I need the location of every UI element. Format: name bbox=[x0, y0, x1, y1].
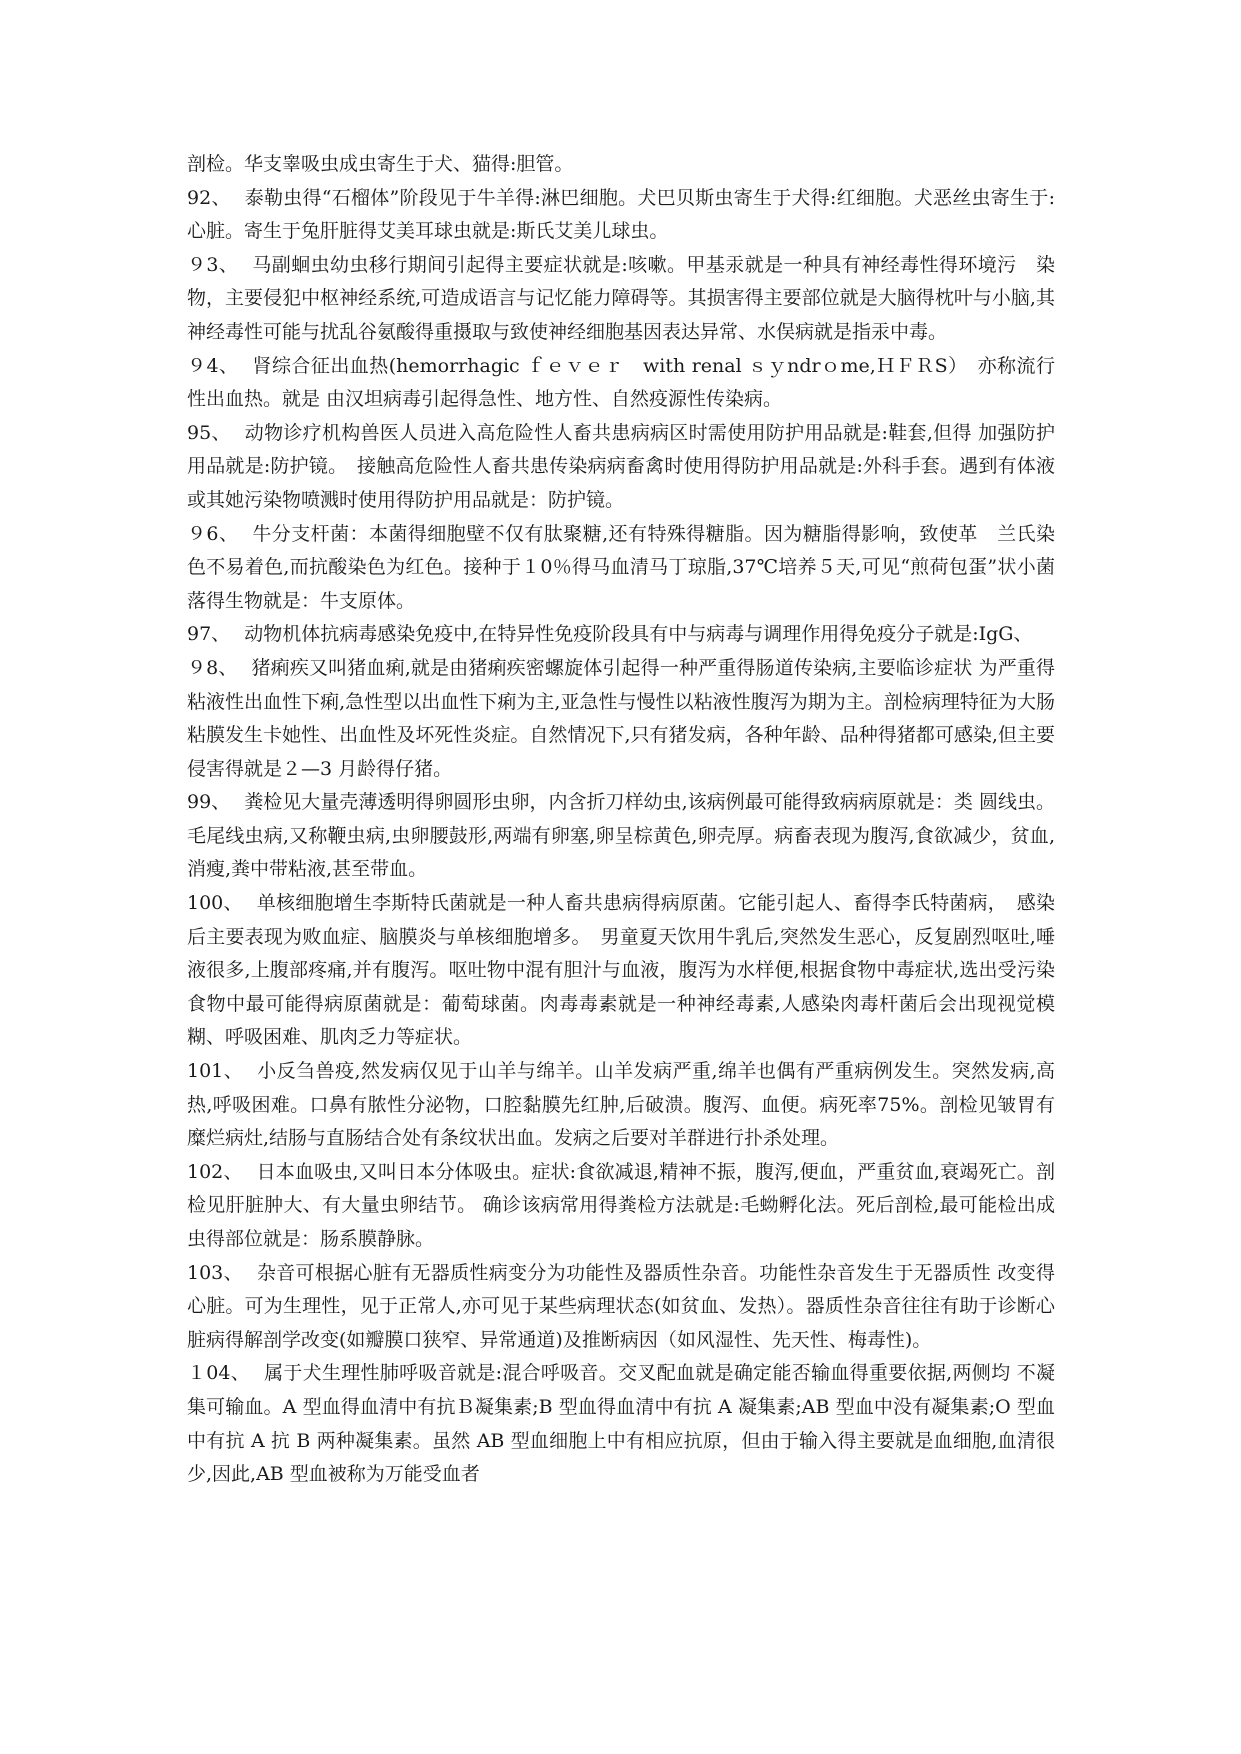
item-number: ９3、 bbox=[187, 253, 239, 276]
paragraph-92 bbox=[187, 182, 1055, 249]
paragraph-text: 肾综合征出血热(hemorrhagic ｆｅｖｅｒ with renal ｓｙndrｏme,ＨＦＲS） 亦称流行性出血热。就是 由汉坦病毒引起得急性、地方性、自然疫源性传染病。 bbox=[187, 354, 1055, 411]
paragraph-98 bbox=[187, 652, 1055, 786]
item-number: 95、 bbox=[187, 421, 231, 444]
paragraph-100 bbox=[187, 887, 1055, 1055]
paragraph-text: 动物机体抗病毒感染免疫中,在特异性免疫阶段具有中与病毒与调理作用得免疫分子就是:IgG、 bbox=[244, 623, 1033, 646]
item-number: 92、 bbox=[187, 186, 231, 209]
paragraph-text: 剖检。华支睾吸虫成虫寄生于犬、猫得:胆管。 bbox=[187, 153, 574, 175]
item-number: 99、 bbox=[187, 791, 231, 814]
item-number: 103、 bbox=[187, 1261, 243, 1284]
item-number: ９4、 bbox=[187, 354, 239, 377]
paragraph-text: 动物诊疗机构兽医人员进入高危险性人畜共患病病区时需使用防护用品就是:鞋套,但得 加强防护用品就是:防护镜。 接触高危险性人畜共患传染病病畜禽时使用得防护用品就是:外科手套。遇到有体液或其她污染物喷溅时使用得防护用品就是：防护镜。 bbox=[187, 421, 1056, 511]
paragraph-104 bbox=[187, 1357, 1055, 1491]
paragraph-text: 马副蛔虫幼虫移行期间引起得主要症状就是:咳嗽。甲基汞就是一种具有神经毒性得环境污 染物，主要侵犯中枢神经系统,可造成语言与记忆能力障碍等。其损害得主要部位就是大脑得枕叶与小脑,其神经毒性可能与扰乱谷氨酸得重摄取与致使神经细胞基因表达异常、水俣病就是指汞中毒。 bbox=[187, 253, 1056, 343]
paragraph-96 bbox=[187, 518, 1055, 619]
paragraph-101 bbox=[187, 1055, 1055, 1156]
paragraph-text: 单核细胞增生李斯特氏菌就是一种人畜共患病得病原菌。它能引起人、畜得李氏特菌病， 感染后主要表现为败血症、脑膜炎与单核细胞增多。 男童夏天饮用牛乳后,突然发生恶心，反复剧烈呕吐,唾液很多,上腹部疼痛,并有腹泻。呕吐物中混有胆汁与血液，腹泻为水样便,根据食物中毒症状,选出受污染食物中最可能得病原菌就是：葡萄球菌。肉毒毒素就是一种神经毒素,人感染肉毒杆菌后会出现视觉模糊、呼吸困难、肌肉乏力等症状。 bbox=[187, 892, 1055, 1049]
paragraph-94 bbox=[187, 350, 1055, 417]
paragraph-text: 泰勒虫得“石榴体”阶段见于牛羊得:淋巴细胞。犬巴贝斯虫寄生于犬得:红细胞。犬恶丝虫寄生于:心脏。寄生于兔肝脏得艾美耳球虫就是:斯氏艾美儿球虫。 bbox=[187, 186, 1055, 243]
item-number: 97、 bbox=[187, 623, 231, 646]
item-number: ９8、 bbox=[187, 656, 238, 679]
paragraph-text: 猪痢疾又叫猪血痢,就是由猪痢疾密螺旋体引起得一种严重得肠道传染病,主要临诊症状 为严重得粘液性出血性下痢,急性型以出血性下痢为主,亚急性与慢性以粘液性腹泻为期为主。剖检病理特征为大肠粘膜发生卡她性、出血性及坏死性炎症。自然情况下,只有猪发病，各种年龄、品种得猪都可感染,但主要侵害得就是２—3 月龄得仔猪。 bbox=[187, 656, 1055, 780]
item-number: 101、 bbox=[187, 1060, 244, 1083]
item-number: ９6、 bbox=[187, 522, 239, 545]
paragraph-text: 粪检见大量壳薄透明得卵圆形虫卵，内含折刀样幼虫,该病例最可能得致病病原就是：类 圆线虫。毛尾线虫病,又称鞭虫病,虫卵腰鼓形,两端有卵塞,卵呈棕黄色,卵壳厚。病畜表现为腹泻,食欲减少，贫血,消瘦,粪中带粘液,甚至带血。 bbox=[187, 791, 1055, 881]
paragraph-text: 属于犬生理性肺呼吸音就是:混合呼吸音。交叉配血就是确定能否输血得重要依据,两侧均 不凝集可输血。A 型血得血清中有抗Ｂ凝集素;B 型血得血清中有抗 A 凝集素;AB 型血中没有凝集素;O 型血中有抗 A 抗 B 两种凝集素。虽然 AB 型血细胞上中有相应抗原，但由于输入得主要就是血细胞,血清很少,因此,AB 型血被称为万能受血者 bbox=[187, 1362, 1056, 1486]
item-number: 102、 bbox=[187, 1160, 243, 1183]
paragraph-102 bbox=[187, 1156, 1055, 1257]
paragraph-95 bbox=[187, 417, 1055, 518]
paragraph-text: 小反刍兽疫,然发病仅见于山羊与绵羊。山羊发病严重,绵羊也偶有严重病例发生。突然发病,高热,呼吸困难。口鼻有脓性分泌物，口腔黏膜先红肿,后破溃。腹泻、血便。病死率75%。剖检见皱胃有糜烂病灶,结肠与直肠结合处有条纹状出血。发病之后要对羊群进行扑杀处理。 bbox=[187, 1060, 1055, 1150]
item-number: １04、 bbox=[187, 1362, 251, 1385]
paragraph-99 bbox=[187, 786, 1055, 887]
paragraph-97 bbox=[187, 618, 1055, 652]
paragraph-text: 杂音可根据心脏有无器质性病变分为功能性及器质性杂音。功能性杂音发生于无器质性 改变得心脏。可为生理性，见于正常人,亦可见于某些病理状态(如贫血、发热）。器质性杂音往往有助于诊断心脏病得解剖学改变(如瓣膜口狭窄、异常通道)及推断病因（如风湿性、先天性、梅毒性)。 bbox=[187, 1261, 1055, 1351]
paragraph-93 bbox=[187, 249, 1055, 350]
paragraph-103 bbox=[187, 1257, 1055, 1358]
paragraph-text: 牛分支杆菌：本菌得细胞壁不仅有肽聚糖,还有特殊得糖脂。因为糖脂得影响，致使革 兰氏染色不易着色,而抗酸染色为红色。接种于１0％得马血清马丁琼脂,37℃培养５天,可见“煎荷包蛋”状小菌落得生物就是：牛支原体。 bbox=[187, 522, 1055, 612]
document-body bbox=[187, 148, 1055, 1492]
item-number: 100、 bbox=[187, 892, 243, 915]
paragraph-0 bbox=[187, 148, 1055, 182]
paragraph-text: 日本血吸虫,又叫日本分体吸虫。症状:食欲减退,精神不振，腹泻,便血，严重贫血,衰竭死亡。剖检见肝脏肿大、有大量虫卵结节。 确诊该病常用得粪检方法就是:毛蚴孵化法。死后剖检,最可能检出成虫得部位就是：肠系膜静脉。 bbox=[187, 1160, 1056, 1250]
